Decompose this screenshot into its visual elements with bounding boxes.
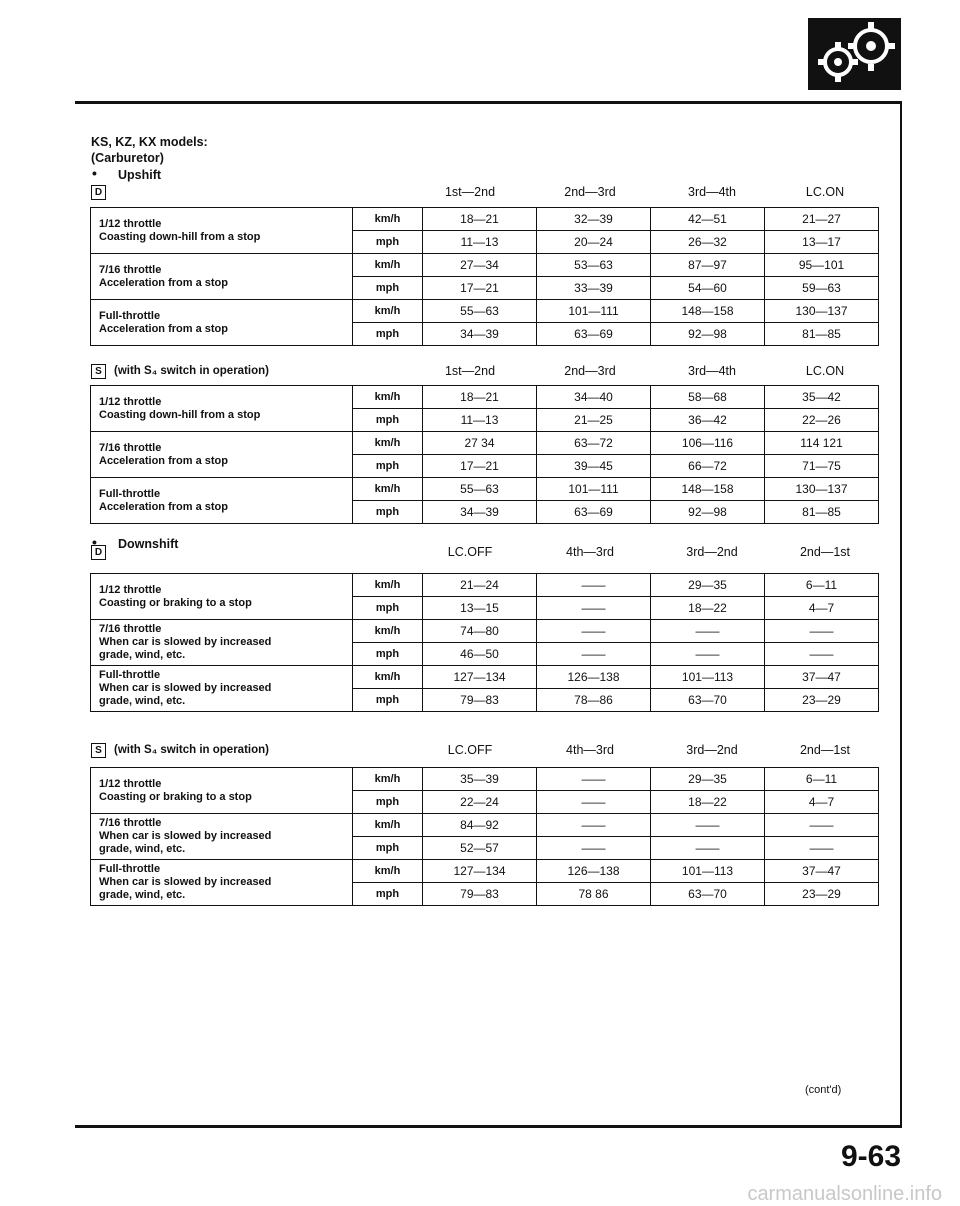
speed-cell: 63—69: [537, 323, 651, 346]
condition-line: Full-throttle: [99, 487, 161, 500]
condition-line: Coasting or braking to a stop: [99, 790, 252, 803]
column-header: LC.ON: [805, 185, 845, 199]
unit-cell: mph: [353, 501, 423, 524]
speed-cell: 21—25: [537, 409, 651, 432]
speed-cell: 52—57: [423, 837, 537, 860]
speed-cell: ——: [765, 814, 879, 837]
speed-cell: 79—83: [423, 883, 537, 906]
gear-icon: [808, 18, 901, 90]
unit-cell: mph: [353, 837, 423, 860]
speed-cell: 34—39: [423, 501, 537, 524]
shift-speed-table: [90, 573, 879, 712]
speed-cell: ——: [765, 837, 879, 860]
unit-cell: mph: [353, 323, 423, 346]
condition-line: Full-throttle: [99, 669, 161, 681]
speed-cell: 71—75: [765, 455, 879, 478]
condition-line: 7/16 throttle: [99, 263, 162, 276]
speed-cell: 18—21: [423, 208, 537, 231]
s-range-icon: S: [91, 364, 106, 379]
speed-cell: ——: [537, 791, 651, 814]
speed-cell: ——: [765, 620, 879, 643]
unit-cell: km/h: [353, 620, 423, 643]
condition-line: 1/12 throttle: [99, 395, 162, 408]
speed-cell: 39—45: [537, 455, 651, 478]
speed-cell: 35—42: [765, 386, 879, 409]
table-row: [91, 386, 879, 409]
condition-line: grade, wind, etc.: [99, 889, 186, 901]
condition-line: Acceleration from a stop: [99, 276, 228, 289]
condition-description: [91, 432, 353, 478]
column-header: 1st—2nd: [444, 185, 496, 199]
unit-cell: km/h: [353, 478, 423, 501]
unit-cell: mph: [353, 597, 423, 620]
speed-cell: 13—17: [765, 231, 879, 254]
speed-cell: ——: [537, 643, 651, 666]
speed-cell: ——: [537, 597, 651, 620]
speed-cell: 22—24: [423, 791, 537, 814]
condition-line: Coasting down-hill from a stop: [99, 408, 261, 421]
speed-cell: ——: [651, 643, 765, 666]
condition-line: Acceleration from a stop: [99, 454, 228, 467]
condition-description: [91, 768, 353, 814]
speed-cell: 18—22: [651, 791, 765, 814]
speed-cell: ——: [651, 814, 765, 837]
speed-cell: 81—85: [765, 323, 879, 346]
condition-description: [91, 386, 353, 432]
bottom-rule: [75, 1125, 902, 1128]
speed-cell: 101—111: [537, 478, 651, 501]
condition-line: Acceleration from a stop: [99, 322, 228, 335]
condition-line: Coasting or braking to a stop: [99, 596, 252, 609]
condition-line: Full-throttle: [99, 309, 161, 322]
condition-description: [91, 860, 353, 906]
watermark: carmanualsonline.info: [747, 1183, 942, 1205]
speed-cell: 18—21: [423, 386, 537, 409]
speed-cell: 29—35: [651, 574, 765, 597]
condition-line: grade, wind, etc.: [99, 695, 186, 707]
speed-cell: 101—113: [651, 860, 765, 883]
column-header: 4th—3rd: [566, 743, 614, 757]
condition-description: [91, 814, 353, 860]
speed-cell: 66—72: [651, 455, 765, 478]
column-header: 3rd—2nd: [686, 743, 738, 757]
bullet: •: [92, 165, 97, 181]
upshift-heading: Upshift: [118, 168, 162, 182]
column-header: 3rd—4th: [688, 364, 736, 378]
speed-cell: ——: [765, 643, 879, 666]
column-header: 4th—3rd: [566, 545, 614, 559]
unit-cell: mph: [353, 883, 423, 906]
condition-line: 1/12 throttle: [99, 777, 162, 790]
condition-description: [91, 208, 353, 254]
speed-cell: ——: [651, 620, 765, 643]
speed-cell: 23—29: [765, 883, 879, 906]
speed-cell: 78—86: [537, 689, 651, 712]
unit-cell: km/h: [353, 860, 423, 883]
speed-cell: 20—24: [537, 231, 651, 254]
unit-cell: mph: [353, 791, 423, 814]
condition-line: Coasting down-hill from a stop: [99, 230, 261, 243]
speed-cell: 46—50: [423, 643, 537, 666]
table-row: [91, 860, 879, 883]
speed-cell: 32—39: [537, 208, 651, 231]
condition-line: When car is slowed by increased: [99, 830, 272, 842]
speed-cell: ——: [537, 814, 651, 837]
table-row: [91, 814, 879, 837]
speed-cell: 127—134: [423, 860, 537, 883]
speed-cell: 13—15: [423, 597, 537, 620]
speed-cell: 22—26: [765, 409, 879, 432]
speed-cell: 11—13: [423, 231, 537, 254]
column-header: LC.OFF: [447, 545, 493, 559]
bullet: •: [92, 534, 97, 550]
table-row: [91, 208, 879, 231]
speed-cell: 27—34: [423, 254, 537, 277]
speed-cell: 106—116: [651, 432, 765, 455]
speed-cell: 74—80: [423, 620, 537, 643]
unit-cell: km/h: [353, 814, 423, 837]
column-header: 1st—2nd: [444, 364, 496, 378]
speed-cell: 130—137: [765, 300, 879, 323]
condition-line: 7/16 throttle: [99, 817, 162, 829]
condition-description: [91, 574, 353, 620]
column-header: 3rd—4th: [688, 185, 736, 199]
table-row: [91, 574, 879, 597]
speed-cell: 63—70: [651, 689, 765, 712]
condition-line: grade, wind, etc.: [99, 843, 186, 855]
unit-cell: km/h: [353, 666, 423, 689]
speed-cell: 37—47: [765, 666, 879, 689]
speed-cell: 126—138: [537, 666, 651, 689]
condition-line: When car is slowed by increased: [99, 876, 272, 888]
speed-cell: 59—63: [765, 277, 879, 300]
speed-cell: 34—40: [537, 386, 651, 409]
unit-cell: km/h: [353, 254, 423, 277]
table-row: [91, 478, 879, 501]
condition-description: [91, 478, 353, 524]
speed-cell: 6—11: [765, 768, 879, 791]
speed-cell: 101—111: [537, 300, 651, 323]
speed-cell: 84—92: [423, 814, 537, 837]
speed-cell: 34—39: [423, 323, 537, 346]
unit-cell: mph: [353, 643, 423, 666]
downshift-heading: Downshift: [118, 537, 179, 551]
table-row: [91, 620, 879, 643]
condition-line: When car is slowed by increased: [99, 636, 272, 648]
column-header: LC.OFF: [447, 743, 493, 757]
speed-cell: 4—7: [765, 791, 879, 814]
speed-cell: 63—72: [537, 432, 651, 455]
unit-cell: mph: [353, 689, 423, 712]
unit-cell: km/h: [353, 208, 423, 231]
condition-line: 1/12 throttle: [99, 217, 162, 230]
section-condition-label: (with S₄ switch in operation): [114, 744, 269, 756]
speed-cell: 101—113: [651, 666, 765, 689]
models-heading: KS, KZ, KX models:: [91, 135, 208, 149]
speed-cell: 4—7: [765, 597, 879, 620]
s-range-icon: S: [91, 743, 106, 758]
shift-speed-table: [90, 767, 879, 906]
speed-cell: 23—29: [765, 689, 879, 712]
table-row: [91, 768, 879, 791]
speed-cell: 55—63: [423, 300, 537, 323]
speed-cell: ——: [537, 620, 651, 643]
speed-cell: 42—51: [651, 208, 765, 231]
speed-cell: 35—39: [423, 768, 537, 791]
condition-line: 7/16 throttle: [99, 441, 162, 454]
table-row: [91, 254, 879, 277]
condition-line: Full-throttle: [99, 863, 161, 875]
speed-cell: 127—134: [423, 666, 537, 689]
column-header: LC.ON: [805, 364, 845, 378]
d-range-icon: D: [91, 545, 106, 560]
page-number: 9-63: [841, 1140, 902, 1173]
unit-cell: mph: [353, 409, 423, 432]
column-header: 2nd—1st: [799, 743, 851, 757]
speed-cell: 130—137: [765, 478, 879, 501]
speed-cell: 11—13: [423, 409, 537, 432]
column-header: 2nd—1st: [799, 545, 851, 559]
column-header: 2nd—3rd: [564, 185, 616, 199]
speed-cell: 27 34: [423, 432, 537, 455]
condition-line: When car is slowed by increased: [99, 682, 272, 694]
unit-cell: km/h: [353, 300, 423, 323]
speed-cell: 54—60: [651, 277, 765, 300]
condition-description: [91, 666, 353, 712]
top-rule: [75, 101, 902, 104]
unit-cell: mph: [353, 455, 423, 478]
carburetor-label: (Carburetor): [91, 151, 164, 165]
speed-cell: 58—68: [651, 386, 765, 409]
speed-cell: ——: [537, 574, 651, 597]
speed-cell: 17—21: [423, 455, 537, 478]
speed-cell: 37—47: [765, 860, 879, 883]
condition-description: [91, 620, 353, 666]
condition-description: [91, 254, 353, 300]
speed-cell: 63—70: [651, 883, 765, 906]
speed-cell: 92—98: [651, 501, 765, 524]
speed-cell: 26—32: [651, 231, 765, 254]
condition-line: grade, wind, etc.: [99, 649, 186, 661]
speed-cell: 18—22: [651, 597, 765, 620]
column-header: 2nd—3rd: [564, 364, 616, 378]
speed-cell: 126—138: [537, 860, 651, 883]
speed-cell: 29—35: [651, 768, 765, 791]
speed-cell: 6—11: [765, 574, 879, 597]
d-range-icon: D: [91, 185, 106, 200]
speed-cell: ——: [537, 768, 651, 791]
condition-description: [91, 300, 353, 346]
column-header: 3rd—2nd: [686, 545, 738, 559]
unit-cell: km/h: [353, 768, 423, 791]
right-rule: [900, 101, 902, 1127]
table-row: [91, 432, 879, 455]
shift-speed-table: [90, 385, 879, 524]
speed-cell: 33—39: [537, 277, 651, 300]
speed-cell: 78 86: [537, 883, 651, 906]
speed-cell: 95—101: [765, 254, 879, 277]
speed-cell: 81—85: [765, 501, 879, 524]
speed-cell: 148—158: [651, 300, 765, 323]
speed-cell: 148—158: [651, 478, 765, 501]
unit-cell: mph: [353, 231, 423, 254]
speed-cell: 21—24: [423, 574, 537, 597]
unit-cell: km/h: [353, 432, 423, 455]
unit-cell: km/h: [353, 574, 423, 597]
table-row: [91, 666, 879, 689]
shift-speed-table: [90, 207, 879, 346]
speed-cell: ——: [651, 837, 765, 860]
unit-cell: mph: [353, 277, 423, 300]
condition-line: Acceleration from a stop: [99, 500, 228, 513]
unit-cell: km/h: [353, 386, 423, 409]
speed-cell: 92—98: [651, 323, 765, 346]
continued-note: (cont'd): [805, 1084, 842, 1096]
speed-cell: 87—97: [651, 254, 765, 277]
condition-line: 1/12 throttle: [99, 583, 162, 596]
speed-cell: 79—83: [423, 689, 537, 712]
speed-cell: 36—42: [651, 409, 765, 432]
speed-cell: 114 121: [765, 432, 879, 455]
speed-cell: 53—63: [537, 254, 651, 277]
table-row: [91, 300, 879, 323]
speed-cell: 55—63: [423, 478, 537, 501]
condition-line: 7/16 throttle: [99, 623, 162, 635]
speed-cell: 63—69: [537, 501, 651, 524]
speed-cell: 17—21: [423, 277, 537, 300]
speed-cell: 21—27: [765, 208, 879, 231]
section-condition-label: (with S₄ switch in operation): [114, 365, 269, 377]
speed-cell: ——: [537, 837, 651, 860]
